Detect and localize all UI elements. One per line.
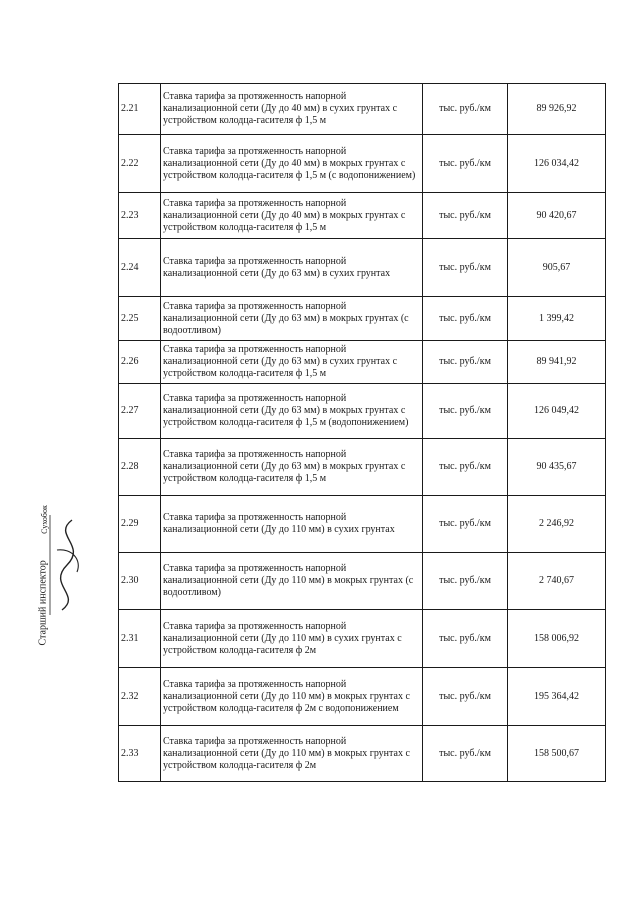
row-value: 126 049,42 [508,384,606,439]
row-unit: тыс. руб./км [423,297,508,341]
row-description: Ставка тарифа за протяженность напорной канализационной сети (Ду до 63 мм) в мокрых грунтах с устройством колодца-гасителя ф 1,5 м [161,439,423,496]
table-row [119,84,606,135]
table-row [119,384,606,439]
row-value: 905,67 [508,239,606,297]
table-row [119,193,606,239]
row-value: 2 740,67 [508,553,606,610]
table-row [119,610,606,668]
table-row [119,496,606,553]
row-unit: тыс. руб./км [423,193,508,239]
handwritten-signature [42,510,102,620]
row-number: 2.33 [119,726,161,782]
table-row [119,341,606,384]
row-description: Ставка тарифа за протяженность напорной канализационной сети (Ду до 110 мм) в мокрых грунтах с устройством колодца-гасителя ф 2м с водопонижением [161,668,423,726]
row-value: 158 500,67 [508,726,606,782]
row-description: Ставка тарифа за протяженность напорной канализационной сети (Ду до 40 мм) в сухих грунтах с устройством колодца-гасителя ф 1,5 м [161,84,423,135]
row-unit: тыс. руб./км [423,726,508,782]
row-unit: тыс. руб./км [423,135,508,193]
table-row [119,553,606,610]
row-unit: тыс. руб./км [423,610,508,668]
row-number: 2.21 [119,84,161,135]
tariff-table [118,83,606,782]
stamp-title: Старший инспектор [37,560,49,646]
row-number: 2.23 [119,193,161,239]
row-description: Ставка тарифа за протяженность напорной канализационной сети (Ду до 110 мм) в мокрых грунтах с устройством колодца-гасителя ф 2м [161,726,423,782]
row-value: 1 399,42 [508,297,606,341]
row-number: 2.27 [119,384,161,439]
row-unit: тыс. руб./км [423,553,508,610]
row-unit: тыс. руб./км [423,239,508,297]
row-unit: тыс. руб./км [423,668,508,726]
row-number: 2.28 [119,439,161,496]
row-number: 2.30 [119,553,161,610]
row-description: Ставка тарифа за протяженность напорной канализационной сети (Ду до 63 мм) в мокрых грунтах с устройством колодца-гасителя ф 1,5 м (водопонижением) [161,384,423,439]
row-description: Ставка тарифа за протяженность напорной канализационной сети (Ду до 63 мм) в сухих грунтах с устройством колодца-гасителя ф 1,5 м [161,341,423,384]
table-row [119,726,606,782]
table-row [119,439,606,496]
row-description: Ставка тарифа за протяженность напорной канализационной сети (Ду до 40 мм) в мокрых грунтах с устройством колодца-гасителя ф 1,5 м (с водопонижением) [161,135,423,193]
row-number: 2.31 [119,610,161,668]
row-description: Ставка тарифа за протяженность напорной канализационной сети (Ду до 110 мм) в сухих грунтах [161,496,423,553]
row-number: 2.22 [119,135,161,193]
row-number: 2.25 [119,297,161,341]
row-value: 89 926,92 [508,84,606,135]
row-description: Ставка тарифа за протяженность напорной канализационной сети (Ду до 63 мм) в сухих грунтах [161,239,423,297]
row-unit: тыс. руб./км [423,341,508,384]
row-number: 2.32 [119,668,161,726]
row-value: 2 246,92 [508,496,606,553]
row-unit: тыс. руб./км [423,439,508,496]
row-value: 90 420,67 [508,193,606,239]
signature-stamp [20,470,100,646]
row-description: Ставка тарифа за протяженность напорной канализационной сети (Ду до 110 мм) в мокрых грунтах (с водоотливом) [161,553,423,610]
row-unit: тыс. руб./км [423,384,508,439]
row-unit: тыс. руб./км [423,84,508,135]
table-row [119,239,606,297]
row-description: Ставка тарифа за протяженность напорной канализационной сети (Ду до 63 мм) в мокрых грунтах (с водоотливом) [161,297,423,341]
row-description: Ставка тарифа за протяженность напорной канализационной сети (Ду до 110 мм) в сухих грунтах с устройством колодца-гасителя ф 2м [161,610,423,668]
row-number: 2.29 [119,496,161,553]
row-value: 126 034,42 [508,135,606,193]
row-number: 2.24 [119,239,161,297]
stamp-signer-name: Сухобок [39,505,49,534]
row-value: 195 364,42 [508,668,606,726]
row-unit: тыс. руб./км [423,496,508,553]
row-description: Ставка тарифа за протяженность напорной канализационной сети (Ду до 40 мм) в мокрых грунтах с устройством колодца-гасителя ф 1,5 м [161,193,423,239]
table-row [119,135,606,193]
row-value: 90 435,67 [508,439,606,496]
table-row [119,297,606,341]
table-row [119,668,606,726]
row-number: 2.26 [119,341,161,384]
row-value: 89 941,92 [508,341,606,384]
row-value: 158 006,92 [508,610,606,668]
